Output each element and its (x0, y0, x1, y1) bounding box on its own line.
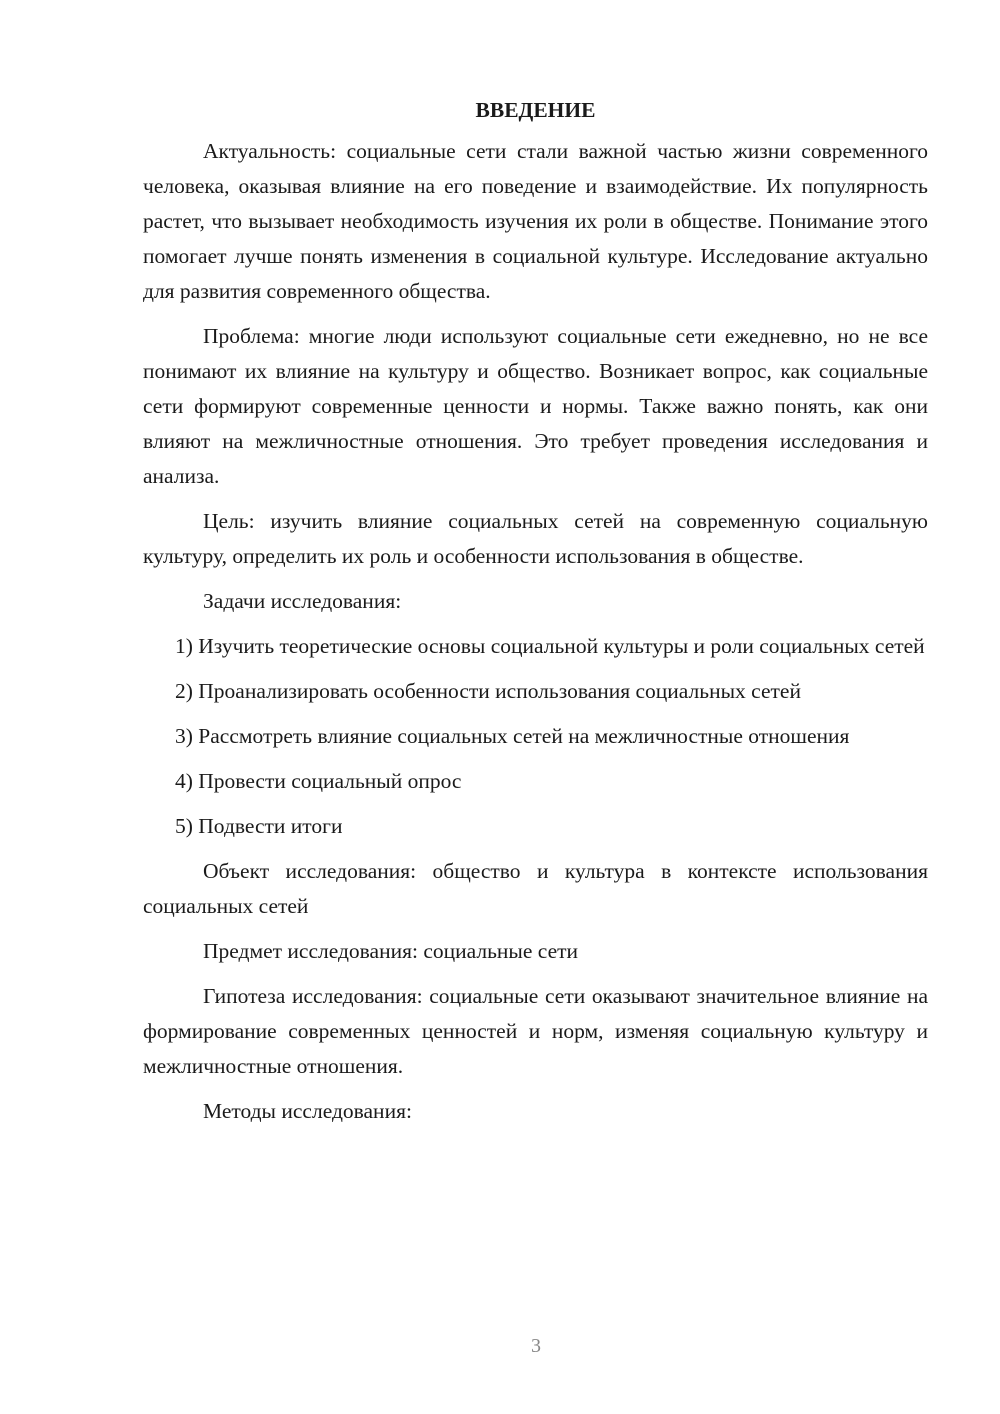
task-item-4: 4) Провести социальный опрос (175, 769, 462, 793)
methods-heading: Методы исследования: (203, 1099, 412, 1123)
page-number: 3 (531, 1335, 541, 1357)
problem-paragraph: Проблема: многие люди используют социальные сети ежедневно, но не все понимают их влияние на культуру и общество. Возникает вопрос, как социальные сети формируют современные ценности и нормы. Также важно понять, как они влияют на межличностные отношения. Это требует проведения исследования и анализа. (143, 324, 928, 488)
task-item-2: 2) Проанализировать особенности использования социальных сетей (175, 679, 801, 703)
object-paragraph: Объект исследования: общество и культура в контексте использования социальных сетей (143, 859, 928, 918)
task-item-5: 5) Подвести итоги (175, 814, 343, 838)
task-item-3: 3) Рассмотреть влияние социальных сетей на межличностные отношения (175, 724, 850, 748)
task-item-1: 1) Изучить теоретические основы социальной культуры и роли социальных сетей (175, 634, 925, 658)
section-title: ВВЕДЕНИЕ (475, 98, 596, 122)
subject-paragraph: Предмет исследования: социальные сети (203, 939, 579, 963)
relevance-paragraph: Актуальность: социальные сети стали важной частью жизни современного человека, оказывая влияние на его поведение и взаимодействие. Их популярность растет, что вызывает необходимость изучения их роли в обществе. Понимание этого помогает лучше понять изменения в социальной культуре. Исследование актуально для развития современного общества. (143, 139, 928, 303)
goal-paragraph: Цель: изучить влияние социальных сетей на современную социальную культуру, определить их роль и особенности использования в обществе. (143, 509, 928, 568)
tasks-heading: Задачи исследования: (203, 589, 402, 613)
hypothesis-paragraph: Гипотеза исследования: социальные сети оказывают значительное влияние на формирование современных ценностей и норм, изменяя социальную культуру и межличностные отношения. (143, 984, 928, 1078)
page-content (143, 96, 928, 1139)
